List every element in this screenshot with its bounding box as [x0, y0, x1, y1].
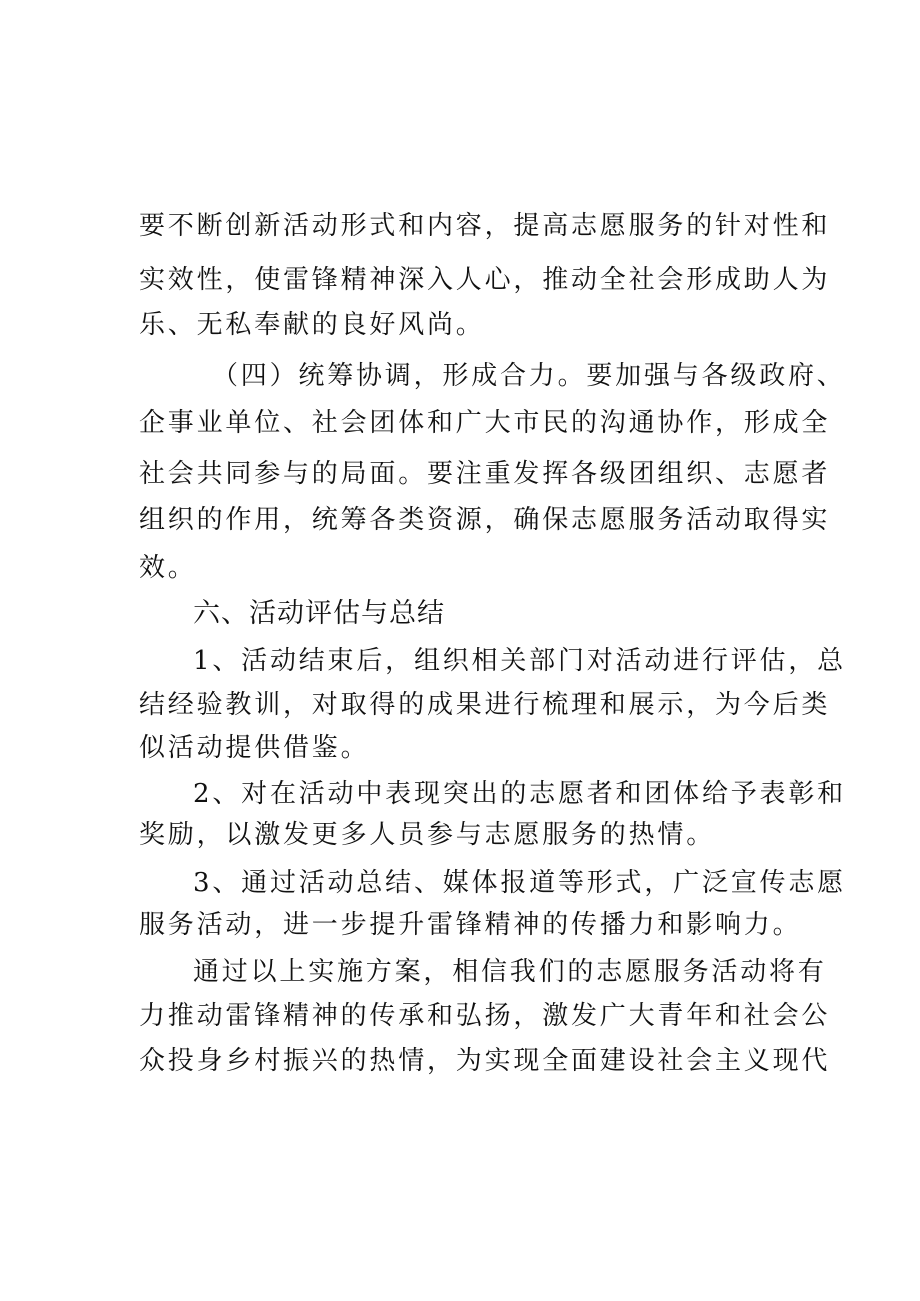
text-line: 3、通过活动总结、媒体报道等形式，广泛宣传志愿	[193, 868, 846, 898]
text-line: 力推动雷锋精神的传承和弘扬，激发广大青年和社会公	[139, 1001, 831, 1031]
text-line: 服务活动，进一步提升雷锋精神的传播力和影响力。	[139, 910, 802, 940]
text-line: 似活动提供借鉴。	[139, 733, 370, 763]
text-line: 实效性，使雷锋精神深入人心，推动全社会形成助人为	[139, 265, 831, 295]
text-line: 1、活动结束后，组织相关部门对活动进行评估，总	[193, 646, 846, 676]
text-line: 效。	[139, 553, 197, 583]
section-heading: 六、活动评估与总结	[193, 598, 445, 629]
text-line: 通过以上实施方案，相信我们的志愿服务活动将有	[193, 957, 827, 987]
text-line: 众投身乡村振兴的热情，为实现全面建设社会主义现代	[139, 1046, 831, 1076]
text-line: 结经验教训，对取得的成果进行梳理和展示，为今后类	[139, 690, 831, 720]
text-line: 乐、无私奉献的良好风尚。	[139, 310, 485, 340]
text-line: （四）统筹协调，形成合力。要加强与各级政府、	[212, 361, 846, 391]
text-line: 要不断创新活动形式和内容，提高志愿服务的针对性和	[139, 211, 831, 241]
text-line: 组织的作用，统筹各类资源，确保志愿服务活动取得实	[139, 505, 831, 535]
text-line: 2、对在活动中表现突出的志愿者和团体给予表彰和	[193, 779, 846, 809]
text-line: 社会共同参与的局面。要注重发挥各级团组织、志愿者	[139, 459, 831, 489]
text-line: 企事业单位、社会团体和广大市民的沟通协作，形成全	[139, 408, 831, 438]
text-line: 奖励，以激发更多人员参与志愿服务的热情。	[139, 820, 716, 850]
